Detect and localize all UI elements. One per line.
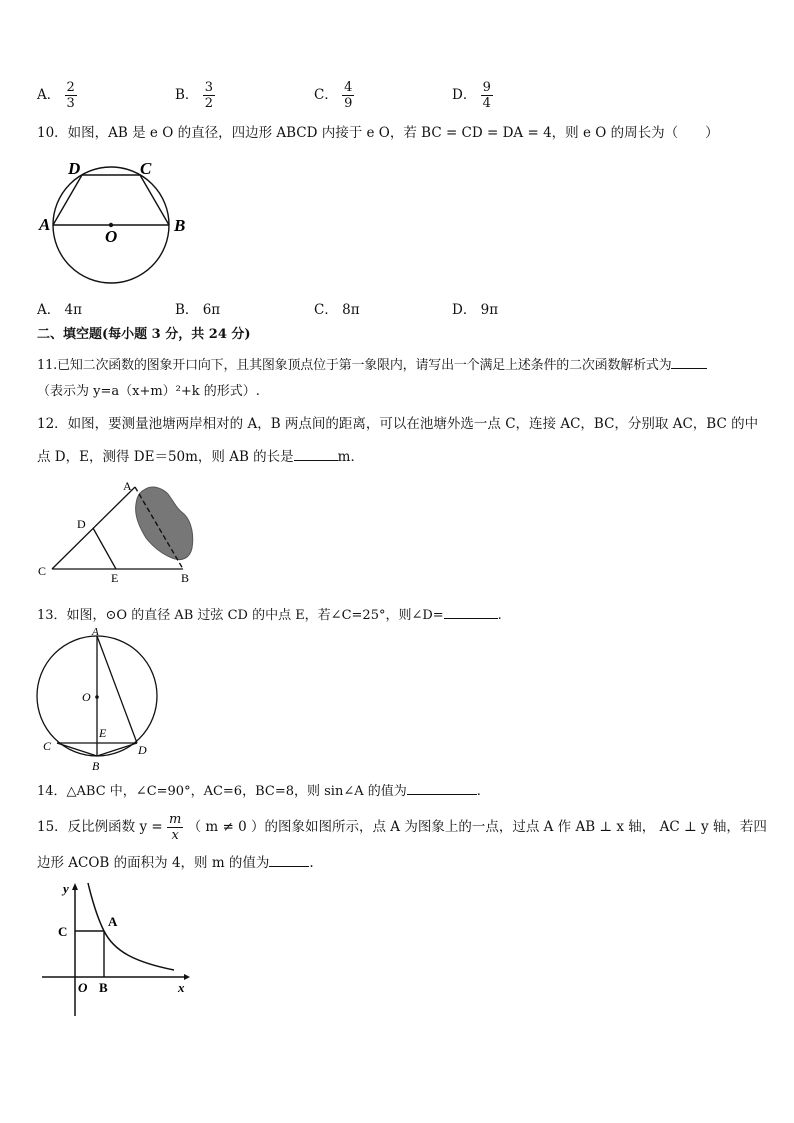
label-e: E [99, 726, 107, 740]
q10-figure [36, 152, 196, 287]
q15-figure [38, 878, 193, 1020]
fraction: $\frac{m}{x}$ [169, 812, 182, 843]
fraction: $\frac{3}{2}$ [204, 80, 213, 111]
q14-text: 14．△ABC 中，∠C=90°，AC=6，BC=8，则 sin∠A 的值为 [37, 784, 407, 799]
label-a: A [92, 626, 99, 638]
label-y: y [63, 881, 69, 896]
label-o: O [105, 227, 118, 246]
q10-option-a: A． 4π [37, 302, 83, 318]
option-letter: A． [37, 87, 61, 103]
label-a: A [108, 914, 118, 929]
section-title: 二、填空题(每小题 3 分，共 24 分) [37, 327, 251, 342]
fraction: $\frac{4}{9}$ [344, 80, 353, 111]
q10-option-c: C． 8π [314, 302, 360, 318]
q13-figure [30, 624, 165, 774]
label-c: C [58, 924, 68, 939]
answer-blank [444, 604, 498, 619]
answer-blank [407, 780, 477, 795]
fraction: $\frac{2}{3}$ [66, 80, 75, 111]
q9-option-a [37, 80, 77, 111]
label-a: A [39, 215, 51, 234]
q13-text: 13．如图，⊙O 的直径 AB 过弦 CD 的中点 E，若∠C=25°，则∠D= [37, 608, 444, 623]
q13-line: 13．如图，⊙O 的直径 AB 过弦 CD 的中点 E，若∠C=25°，则∠D= . [37, 604, 502, 625]
label-o: O [78, 980, 88, 995]
label-b: B [174, 216, 186, 235]
label-c: C [38, 564, 47, 578]
q11-line2: （表示为 y=a（x+m）²+k 的形式）. [37, 384, 260, 399]
label-d: D [138, 743, 147, 757]
q9-option-d [452, 80, 493, 111]
label-c: C [43, 739, 52, 753]
q15-line1 [37, 812, 767, 843]
label-d: D [77, 517, 86, 531]
q9-option-c [314, 80, 354, 111]
label-b: B [99, 980, 108, 995]
q12-line2 [37, 446, 364, 466]
label-c: C [140, 159, 152, 178]
answer-blank [269, 852, 309, 867]
option-letter: D． [452, 87, 477, 103]
answer-blank [671, 354, 707, 369]
label-b: B [181, 571, 190, 585]
q10-text: 10．如图，AB 是 e O 的直径，四边形 ABCD 内接于 e O，若 BC = CD = DA = 4，则 e O 的周长为（ ） [37, 125, 719, 141]
option-letter: B． [175, 87, 199, 103]
label-e: E [111, 571, 119, 585]
label-a: A [123, 479, 132, 493]
q11-text: 11.已知二次函数的图象开口向下，且其图象顶点位于第一象限内，请写出一个满足上述条件的二次函数解析式为 [37, 358, 672, 373]
label-o: O [82, 690, 91, 704]
q10-option-d: D． 9π [452, 302, 499, 318]
q12-figure [36, 478, 202, 586]
q14-line: 14．△ABC 中，∠C=90°，AC=6，BC=8，则 sin∠A 的值为 . [37, 780, 481, 801]
q15-line2: 边形 ACOB 的面积为 4，则 m 的值为 . [37, 852, 314, 872]
fraction: $\frac{9}{4}$ [482, 80, 491, 111]
label-d: D [68, 159, 81, 178]
q15-text: 15．反比例函数 y = [37, 819, 163, 835]
q12-text: 点 D，E，测得 DE＝50m，则 AB 的长是 [37, 449, 294, 465]
answer-blank [294, 446, 338, 461]
q15-text: 边形 ACOB 的面积为 4，则 m 的值为 [37, 855, 270, 871]
label-b: B [92, 759, 100, 773]
q15-text: （ m ≠ 0 ）的图象如图所示，点 A 为图象上的一点，过点 A 作 AB ⊥ x 轴， AC ⊥ y 轴，若四 [187, 819, 767, 835]
q10-option-b: B． 6π [175, 302, 221, 318]
q12-line1: 12．如图，要测量池塘两岸相对的 A，B 两点间的距离，可以在池塘外选一点 C，连接 AC，BC，分别取 AC，BC 的中 [37, 416, 759, 432]
q11-line1 [37, 354, 707, 375]
option-letter: C． [314, 87, 338, 103]
label-x: x [178, 980, 185, 995]
q12-unit: m． [337, 449, 364, 465]
q9-option-b [175, 80, 215, 111]
